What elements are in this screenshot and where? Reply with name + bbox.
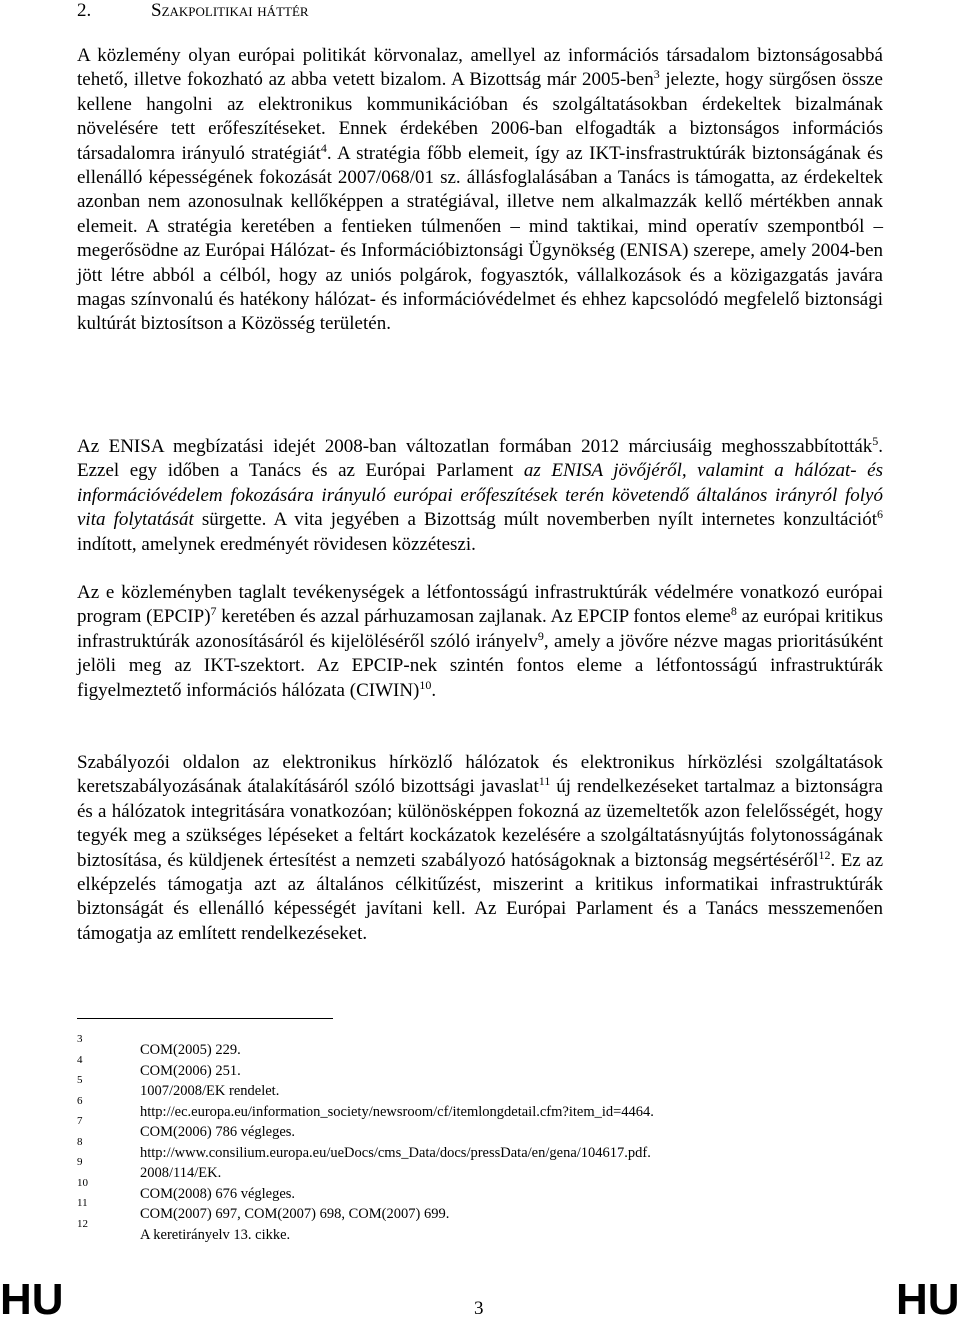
footnote (77, 1156, 883, 1184)
footnote-link[interactable]: http://ec.europa.eu/information_society/newsroom/cf/itemlongdetail.cfm?item_id=4464. (140, 1103, 654, 1120)
footnote-number: 6 (77, 1094, 83, 1107)
footnote (77, 1074, 883, 1102)
footnote-text: COM(2005) 229. (140, 1042, 241, 1058)
footnote-number: 3 (77, 1033, 83, 1045)
paragraph-4: Szabályozói oldalon az elektronikus hírközlő hálózatok és elektronikus hírközlési szolgáltatások keretszabályozásának átalakításáról szóló bizottsági javaslat$^{11}$ új rendelkezéseket tartalmaz a biztonságra és a hálózatok integritására vonatkozóan; különösképpen fokozná az üzemeltetők azon felelősségét, hogy tegyék meg a szükséges lépéseket a feltárt kockázatok kezelésére a szolgáltatásnyújtás folytonosságának biztosítása, és küldjenek értesítést a nemzeti szabályozó hatóságoknak a biztonság megsértéséről$^{12}$. Ez az elképzelés támogatja azt az általános célkitűzést, miszerint a kritikus informatikai infrastruktúrák biztonságát és ellenálló képességét javítani kell. Az Európai Parlament és a Tanács messzemenően támogatja az említett rendelkezéseket. (77, 752, 884, 944)
paragraph-2: Az ENISA megbízatási idejét 2008-ban változatlan formában 2012 márciusáig meghosszabbították$^5$. Ezzel egy időben a Tanács és az Európai Parlament az ENISA jövőjéről, valamint a hálózat- és információvédelem fokozására irányuló európai erőfeszítések terén követendő általános irányról folyó vita folytatását sürgette. A vita jegyében a Bizottság múlt novemberben nyílt internetes konzultációt$^6$ indított, amelynek eredményét rövidesen közzéteszi. (77, 434, 883, 555)
footnote-separator (77, 1018, 333, 1019)
italic-phrase: az ENISA jövőjéről, valamint a hálózat- és információvédelem fokozására irányuló európai erőfeszítések terén követendő általános irányról folyó vita folytatását (77, 460, 883, 531)
footnote-ref: 6 (876, 507, 883, 522)
footnote (77, 1217, 883, 1246)
footnote (77, 1053, 883, 1082)
section-number: 2. (77, 0, 92, 21)
footnote-number: 8 (77, 1135, 83, 1148)
footnote (77, 1176, 883, 1205)
footnote-ref: 8 (730, 604, 737, 619)
footnote-text: COM(2006) 786 végleges. (140, 1124, 296, 1140)
footnote-number: 4 (77, 1053, 83, 1066)
footnote-number: 12 (77, 1217, 88, 1230)
footnote-number: 10 (77, 1176, 88, 1189)
footnote (77, 1094, 883, 1123)
page-number: 3 (474, 1298, 484, 1319)
footnote-text: 1007/2008/EK rendelet. (140, 1083, 280, 1099)
footnote-ref: 11 (538, 774, 551, 789)
footnote-text: A keretirányelv 13. cikke. (140, 1226, 291, 1243)
language-code-right: HU (896, 1275, 960, 1324)
paragraph-1: A közlemény olyan európai politikát körvonalaz, amellyel az információs társadalom biztonságosabbá tehető, illetve fokozható az abba vetett bizalom. A Bizottság már 2005-ben$^3$ jelezte, hogy sürgősen össze kellene hangolni az elektronikus kommunikációban és szolgáltatásokban érdekeltek bizalmának növelésére tett erőfeszítéseket. Ennek érdekében 2006-ban elfogadták a biztonságos információs társadalomra irányuló stratégiát$^4$. A stratégia főbb elemeit, így az IKT-insfrastruktúrák biztonságának és ellenálló képességének fokozását 2007/068/01 sz. állásfoglalásában a Tanács is támogatta, az érdekeltek azonban nem azonosulnak kellőképpen a stratégiával, illetve nem alkalmazzák kellő mértékben annak elemeit. A stratégia keretében a fentieken túlmenően – mind taktikai, mind operatív szempontból – megerősödne az Európai Hálózat- és Információbiztonsági Ügynökség (ENISA) szerepe, amely 2004-ben jött létre abból a célból, hogy az uniós polgárok, fogyasztók, vállalkozások és a közigazgatás javára magas színvonalú és hatékony hálózat- és információvédelmet és ehhez kapcsolódó megfelelő biztonsági kultúrát biztosítson a Közösség területén. (77, 45, 883, 335)
footnote-ref: 12 (818, 847, 831, 862)
section-title: Szakpolitikai háttér (151, 0, 309, 21)
footnote-number: 9 (77, 1156, 83, 1168)
footnote-link[interactable]: http://www.consilium.europa.eu/ueDocs/cms_Data/docs/pressData/en/gena/104617.pdf. (140, 1144, 651, 1161)
footnotes-list (77, 1033, 883, 1245)
footnote-text: COM(2006) 251. (140, 1062, 241, 1079)
footnote-ref: 5 (872, 434, 879, 448)
footnote (77, 1115, 883, 1143)
footnote-ref: 4 (320, 140, 327, 155)
footnote-ref: 10 (419, 677, 432, 692)
footnote (77, 1197, 883, 1225)
footnote (77, 1033, 883, 1061)
footnote-ref: 7 (210, 604, 217, 619)
footnote-text: COM(2007) 697, COM(2007) 698, COM(2007) 699. (140, 1206, 450, 1222)
footnote-text: 2008/114/EK. (140, 1165, 222, 1181)
footnote-text: COM(2008) 676 végleges. (140, 1185, 296, 1202)
footnote-number: 11 (77, 1197, 88, 1209)
language-code-left: HU (0, 1275, 64, 1324)
footnote-number: 5 (77, 1074, 83, 1086)
footnote-ref: 9 (537, 628, 544, 643)
footnote-ref: 3 (653, 67, 660, 82)
footnote-number: 7 (77, 1115, 83, 1127)
section-heading (77, 0, 883, 22)
footnote (77, 1135, 883, 1164)
paragraph-3: Az e közleményben taglalt tevékenységek a létfontosságú infrastruktúrák védelmére vonatkozó európai program (EPCIP)$^7$ keretében és azzal párhuzamosan zajlanak. Az EPCIP fontos eleme$^8$ az európai kritikus infrastruktúrák azonosításáról és kijelöléséről szóló irányelv$^9$, amely a jövőre nézve magas prioritásúként jelöli meg az IKT-szektort. Az EPCIP-nek szintén fontos eleme a létfontosságú infrastruktúrák figyelmeztető információs hálózata (CIWIN)$^{10}$. (77, 582, 884, 701)
